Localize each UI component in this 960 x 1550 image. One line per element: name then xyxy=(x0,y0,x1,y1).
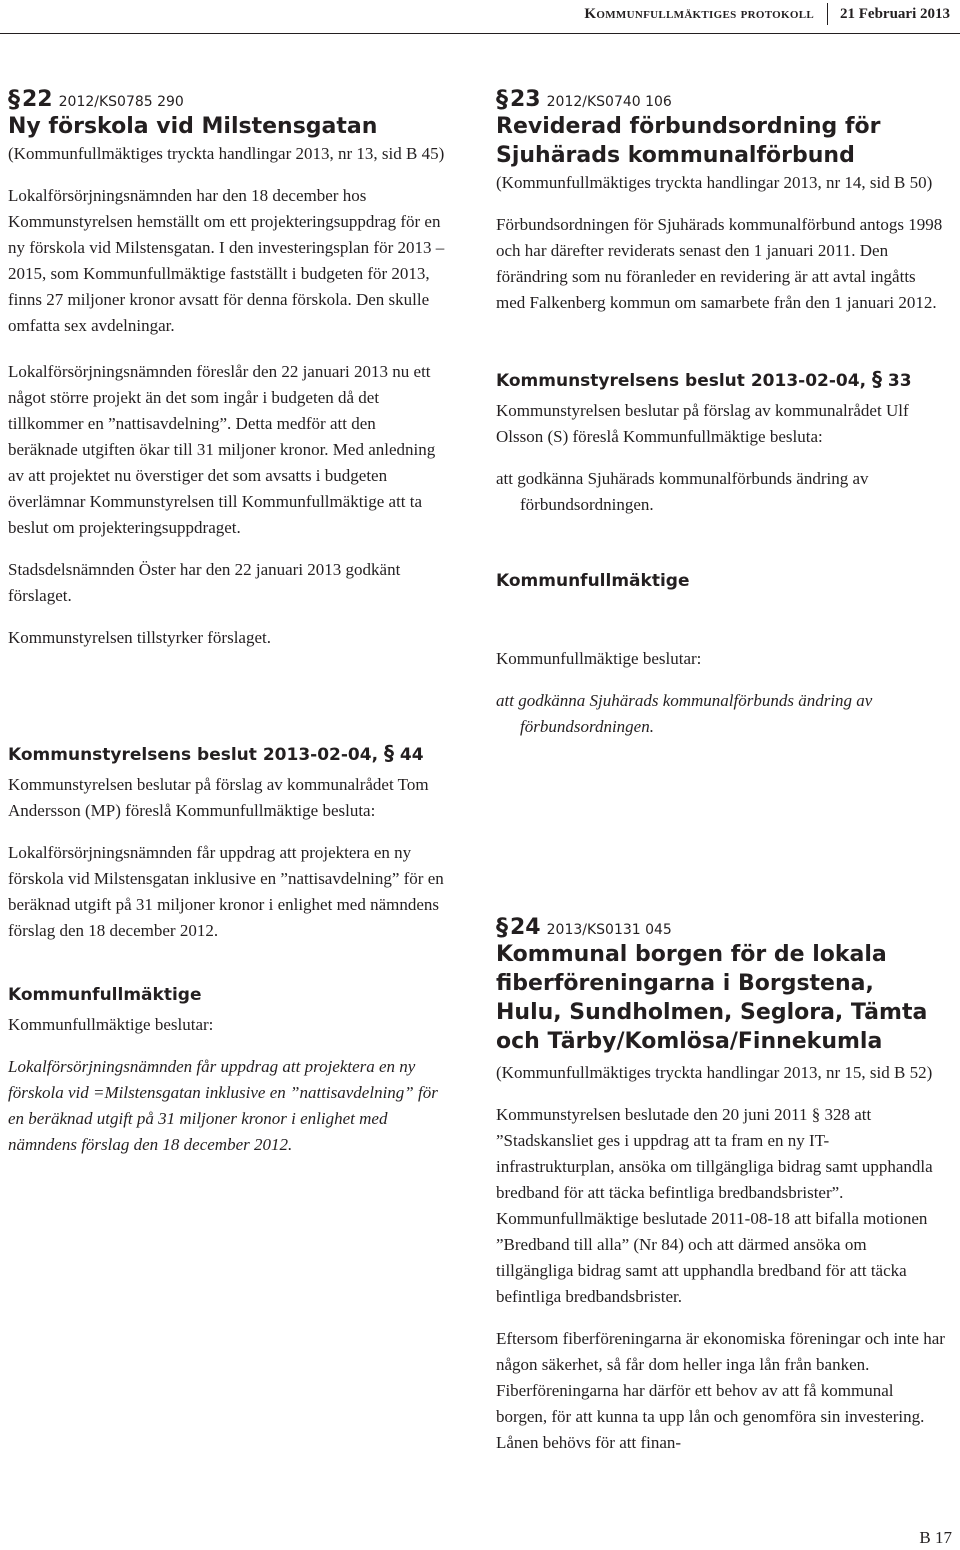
case-reference: 2013/KS0131 045 xyxy=(546,922,672,938)
section-24-heading xyxy=(496,912,946,940)
section-22-heading xyxy=(8,84,448,112)
print-reference: (Kommunfullmäktiges tryckta handlingar 2013, nr 14, sid B 50) xyxy=(496,173,933,192)
kf-decision-text: att godkänna Sjuhärads kommunalförbunds ändring av förbundsordningen. xyxy=(496,691,873,736)
print-reference: (Kommunfullmäktiges tryckta handlingar 2013, nr 13, sid B 45) xyxy=(8,144,445,163)
body-paragraph: Lokalförsörjningsnämnden föreslår den 22 januari 2013 nu ett något större projekt än det som ingår i budgeten då det tillkommer en ”nattisavdelning”. Detta medför att den beräknade utgiften ökar till 31 miljoner kronor. Med anledning av att projektet nu överstiger det som avsatts i budgeten överlämnar Kommunstyrelsen till Kommunfullmäktige att ta beslut om projekteringsuppdraget. xyxy=(8,362,436,537)
section-number: 23 xyxy=(510,87,541,112)
ks-paragraph-number: 44 xyxy=(399,745,424,765)
section-24 xyxy=(496,912,946,1456)
section-title: Ny förskola vid Milstensgatan xyxy=(8,114,378,139)
body-paragraph: att godkänna Sjuhärads kommunalförbunds ändring av förbundsordningen. xyxy=(496,469,869,514)
ks-heading-text: Kommunstyrelsens beslut 2013-02-04, xyxy=(496,371,867,391)
page-number: B 17 xyxy=(919,1528,952,1547)
section-number: 22 xyxy=(22,87,53,112)
header-rule xyxy=(0,33,960,34)
kf-decision-text: Lokalförsörjningsnämnden får uppdrag att projektera en ny förskola vid =Milstensgatan inklusive en ”nattisavdelning” för en beräknad utgift på 31 miljoner kronor i enlighet med nämndens förslag den 18 december 2012. xyxy=(8,1057,438,1154)
ks-decision-heading xyxy=(8,740,448,768)
ks-paragraph-number: 33 xyxy=(887,371,912,391)
body-paragraph: Stadsdelsnämnden Öster har den 22 januari 2013 godkänt förslaget. xyxy=(8,560,401,605)
protocol-title: Kommunfullmäktiges protokoll xyxy=(584,6,814,22)
body-paragraph: Kommunstyrelsen beslutar på förslag av kommunalrådet Ulf Olsson (S) föreslå Kommunfullmäktige besluta: xyxy=(496,401,909,446)
print-reference: (Kommunfullmäktiges tryckta handlingar 2013, nr 15, sid B 52) xyxy=(496,1063,933,1082)
section-22 xyxy=(8,84,448,651)
case-reference: 2012/KS0785 290 xyxy=(58,94,184,110)
paragraph-symbol: § xyxy=(496,85,508,113)
section-22-decision xyxy=(8,740,448,1158)
paragraph-symbol: § xyxy=(871,367,882,391)
paragraph-symbol: § xyxy=(8,85,20,113)
section-number: 24 xyxy=(510,915,541,940)
body-paragraph: Kommunfullmäktige beslutar: xyxy=(496,649,702,668)
body-paragraph: Lokalförsörjningsnämnden har den 18 december hos Kommunstyrelsen hemställt om ett projekteringsuppdrag för en ny förskola vid Milstensgatan. I den investeringsplan för 2013 – 2015, som Kommunfullmäktige fastställt i budgeten för 2013, finns 27 miljoner kronor avsatt för denna förskola. Den skulle omfatta sex avdelningar. xyxy=(8,186,445,335)
paragraph-symbol: § xyxy=(496,913,508,941)
header-divider xyxy=(827,3,828,25)
paragraph-symbol: § xyxy=(383,741,394,765)
ks-decision-heading xyxy=(496,366,946,394)
section-title: Reviderad förbundsordning för Sjuhärads kommunalförbund xyxy=(496,114,881,168)
section-23-heading xyxy=(496,84,946,112)
kf-heading: Kommunfullmäktige xyxy=(496,571,690,591)
body-paragraph: Kommunstyrelsen beslutade den 20 juni 2011 § 328 att ”Stadskansliet ges i uppdrag att ta fram en ny IT-infrastrukturplan, ansöka om tillgängliga bidrag samt upphandla bredband för att täcka befintliga bredbandsbrister”. Kommunfullmäktige beslutade 2011-08-18 att bifalla motionen ”Bredband till alla” (Nr 84) och att därmed ansöka om tillgängliga bidrag samt att upphandla bredband för att täcka befintliga bredbandsbrister. xyxy=(496,1105,933,1306)
body-paragraph: Lokalförsörjningsnämnden får uppdrag att projektera en ny förskola vid Milstensgatan inklusive en ”nattisavdelning” för en beräknad utgift på 31 miljoner kronor i enlighet med nämndens förslag den 18 december 2012. xyxy=(8,843,444,940)
body-paragraph: Kommunfullmäktige beslutar: xyxy=(8,1015,214,1034)
section-23 xyxy=(496,84,946,740)
page-header xyxy=(0,0,960,34)
protocol-date: 21 Februari 2013 xyxy=(840,6,950,22)
ks-heading-text: Kommunstyrelsens beslut 2013-02-04, xyxy=(8,745,379,765)
section-title: Kommunal borgen för de lokala fiberföreningarna i Borgstena, Hulu, Sundholmen, Seglora, Tämta och Tärby/Komlösa/Finnekumla xyxy=(496,942,928,1054)
body-paragraph: Förbundsordningen för Sjuhärads kommunalförbund antogs 1998 och har därefter reviderats senast den 1 januari 2011. Den förändring som nu föranleder en revidering är att avtal ingåtts med Falkenberg kommun om samarbete från den 1 januari 2012. xyxy=(496,215,943,312)
body-paragraph: Kommunstyrelsen tillstyrker förslaget. xyxy=(8,628,271,647)
kf-heading: Kommunfullmäktige xyxy=(8,985,202,1005)
body-paragraph: Eftersom fiberföreningarna är ekonomiska föreningar och inte har någon säkerhet, så får dom heller inga lån från banken. Fiberföreningarna har därför ett behov av att få kommunal borgen, för att kunna ta upp lån och genomföra sin investering. Lånen behövs för att finan- xyxy=(496,1329,945,1452)
body-paragraph: Kommunstyrelsen beslutar på förslag av kommunalrådet Tom Andersson (MP) föreslå Kommunfullmäktige besluta: xyxy=(8,775,429,820)
case-reference: 2012/KS0740 106 xyxy=(546,94,672,110)
